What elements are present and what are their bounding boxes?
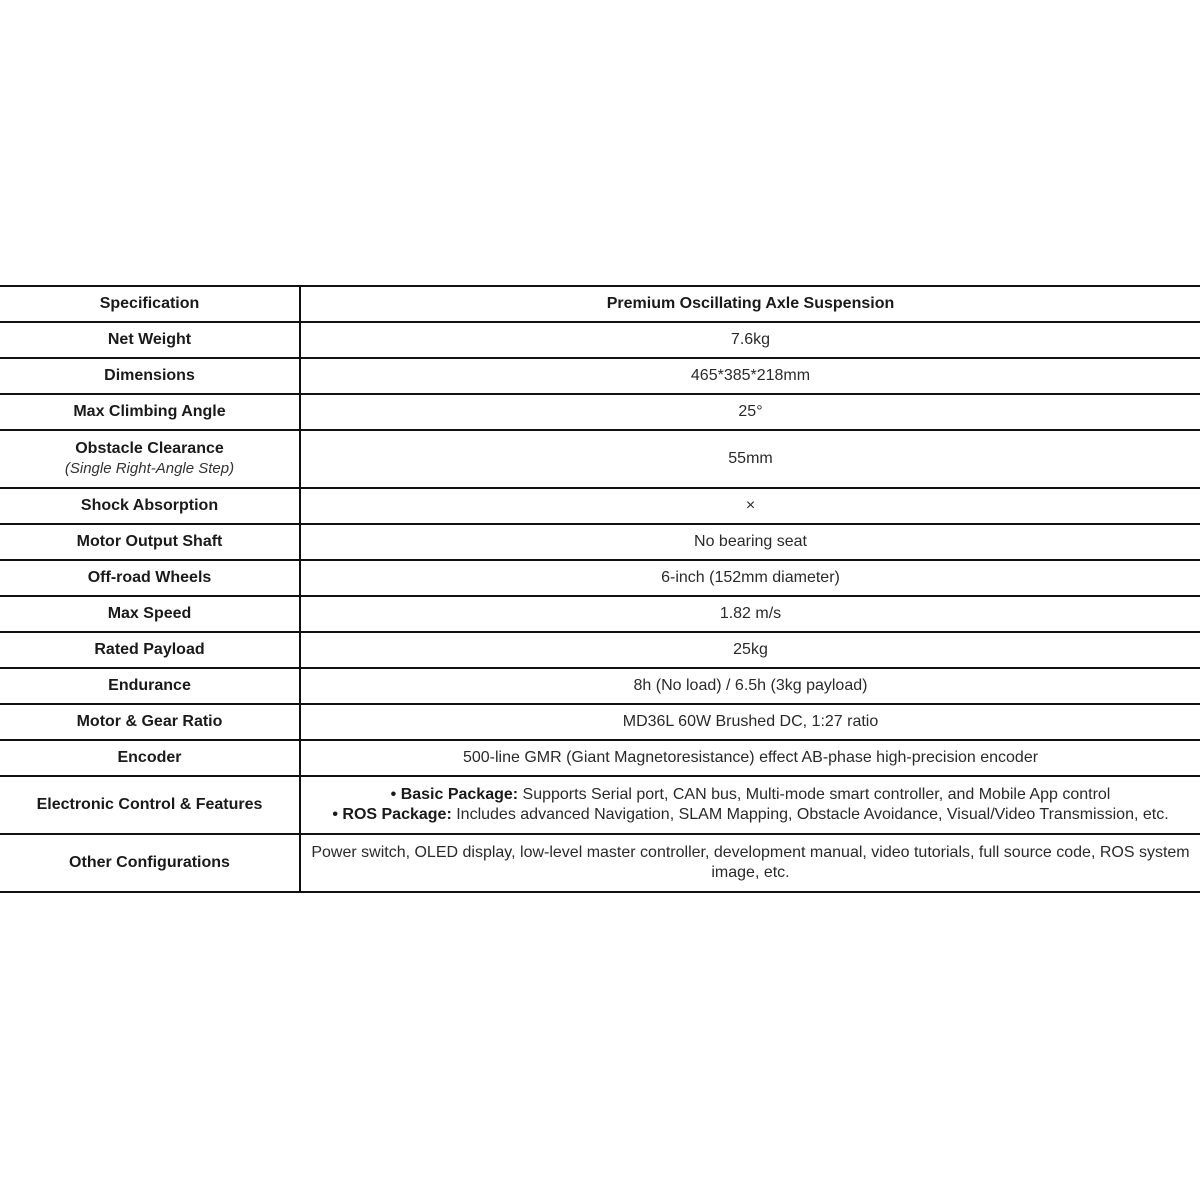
specification-table-body xyxy=(0,286,1200,892)
row-label: Other Configurations xyxy=(0,834,300,892)
row-label: Max Speed xyxy=(0,596,300,632)
bullet-key: • Basic Package: xyxy=(390,786,519,803)
row-value: 500-line GMR (Giant Magnetoresistance) effect AB-phase high-precision encoder xyxy=(300,740,1200,776)
row-label: Max Climbing Angle xyxy=(0,394,300,430)
row-value: 8h (No load) / 6.5h (3kg payload) xyxy=(300,668,1200,704)
table-row xyxy=(0,668,1200,704)
row-label: Dimensions xyxy=(0,358,300,394)
row-value: 25kg xyxy=(300,632,1200,668)
table-row xyxy=(0,740,1200,776)
row-value: 55mm xyxy=(300,430,1200,488)
row-label: Obstacle Clearance xyxy=(75,440,224,457)
table-row xyxy=(0,430,1200,488)
table-row xyxy=(0,632,1200,668)
table-row xyxy=(0,776,1200,834)
row-label: Encoder xyxy=(0,740,300,776)
row-label: Electronic Control & Features xyxy=(0,776,300,834)
table-row xyxy=(0,834,1200,892)
table-row xyxy=(0,596,1200,632)
row-value: No bearing seat xyxy=(300,524,1200,560)
row-value: MD36L 60W Brushed DC, 1:27 ratio xyxy=(300,704,1200,740)
row-label: Endurance xyxy=(0,668,300,704)
bullet-ros-package xyxy=(307,805,1194,825)
bullet-text: Supports Serial port, CAN bus, Multi-mode smart controller, and Mobile App control xyxy=(518,786,1111,803)
table-row xyxy=(0,704,1200,740)
row-value: 25° xyxy=(300,394,1200,430)
bullet-text: Includes advanced Navigation, SLAM Mapping, Obstacle Avoidance, Visual/Video Transmission, etc. xyxy=(451,806,1169,823)
row-value: 6-inch (152mm diameter) xyxy=(300,560,1200,596)
table-row xyxy=(0,524,1200,560)
table-row xyxy=(0,358,1200,394)
row-label: Shock Absorption xyxy=(0,488,300,524)
table-header-row xyxy=(0,286,1200,322)
row-value-bullets xyxy=(300,776,1200,834)
bullet-basic-package xyxy=(307,785,1194,805)
row-value: Power switch, OLED display, low-level master controller, development manual, video tutorials, full source code, ROS system image, etc. xyxy=(300,834,1200,892)
row-label: Net Weight xyxy=(0,322,300,358)
specification-table xyxy=(0,285,1200,893)
table-row xyxy=(0,560,1200,596)
table-row xyxy=(0,488,1200,524)
row-label: Rated Payload xyxy=(0,632,300,668)
bullet-key: • ROS Package: xyxy=(332,806,452,823)
row-sublabel: (Single Right-Angle Step) xyxy=(64,460,235,477)
row-label-with-sublabel xyxy=(0,430,300,488)
header-label-cell: Specification xyxy=(0,286,300,322)
table-row xyxy=(0,322,1200,358)
row-label: Motor Output Shaft xyxy=(0,524,300,560)
table-row xyxy=(0,394,1200,430)
row-value: × xyxy=(300,488,1200,524)
row-label: Off-road Wheels xyxy=(0,560,300,596)
header-value-cell: Premium Oscillating Axle Suspension xyxy=(300,286,1200,322)
row-value: 7.6kg xyxy=(300,322,1200,358)
row-value: 1.82 m/s xyxy=(300,596,1200,632)
row-label: Motor & Gear Ratio xyxy=(0,704,300,740)
row-value: 465*385*218mm xyxy=(300,358,1200,394)
